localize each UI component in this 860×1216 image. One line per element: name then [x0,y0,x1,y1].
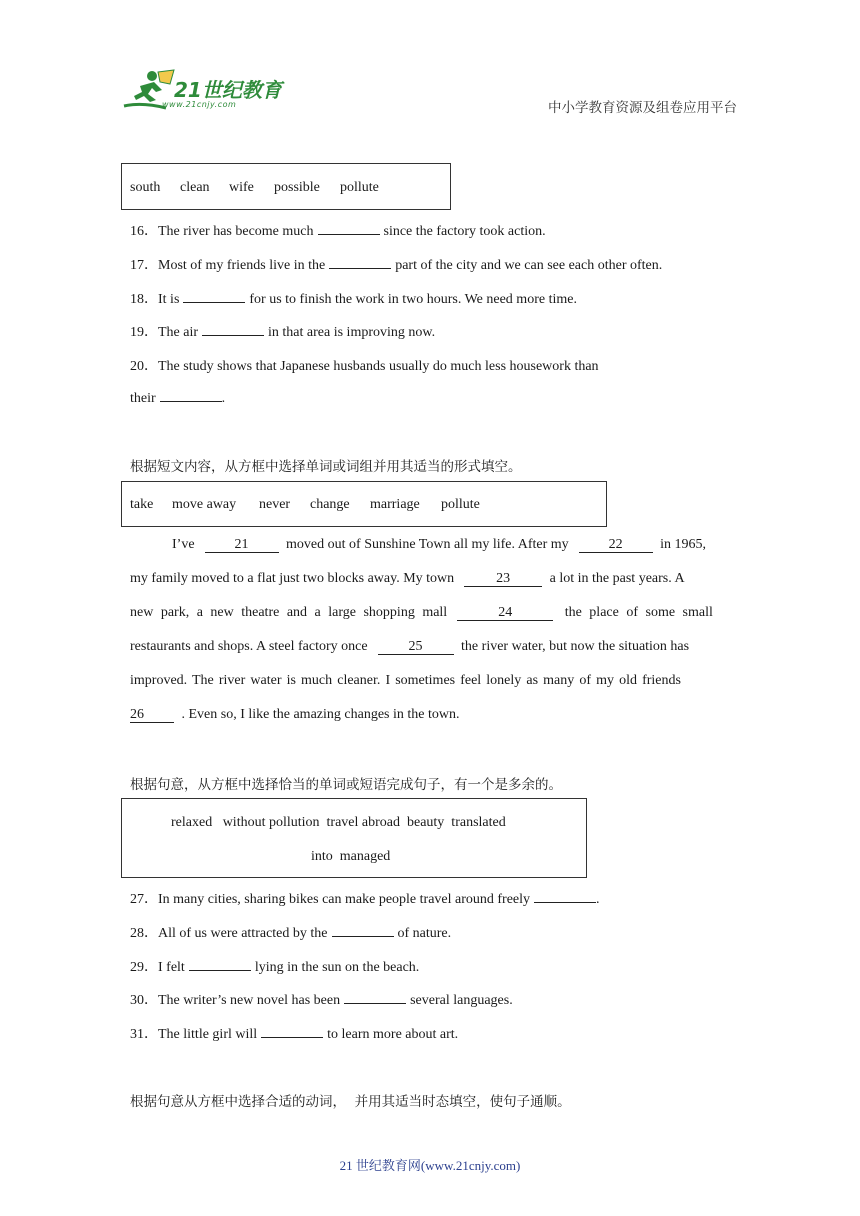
answer-blank[interactable] [261,1025,323,1038]
passage-text: my family moved to a flat just two blocks away. My town [130,571,455,586]
question-number: 27． [130,892,158,907]
answer-blank[interactable] [332,924,394,937]
word-box-3 [121,798,587,878]
logo-title: 21世纪教育 [174,78,282,102]
box2-word: take [130,497,154,512]
question-text: for us to finish the work in two hours. We need more time. [249,292,577,307]
answer-blank-23[interactable] [464,572,542,587]
answer-blank-25[interactable] [378,640,454,655]
question-text: The study shows that Japanese husbands usually do much less housework than [158,359,599,374]
box1-word: south [130,180,161,195]
question-number: 31． [130,1027,158,1042]
box1-word: possible [274,180,320,195]
question-20-cont [130,389,225,407]
platform-tagline: 中小学教育资源及组卷应用平台 [548,100,737,116]
section4-instruction: 根据句意从方框中选择合适的动词， 并用其适当时态填空，使句子通顺。 [130,1094,571,1110]
passage-line-6 [130,707,459,723]
question-31 [130,1023,458,1043]
answer-blank-24[interactable] [457,606,553,621]
question-text: The little girl will [158,1027,258,1042]
question-number: 16． [130,224,158,239]
answer-blank[interactable] [183,290,245,303]
blank-number: 21 [234,537,249,552]
box1-word: pollute [340,180,379,195]
question-28 [130,922,451,942]
question-text: several languages. [410,993,513,1008]
passage-line-1 [172,537,706,553]
answer-blank-26[interactable] [130,708,174,723]
word-box-1 [121,163,451,210]
question-text: It is [158,292,180,307]
question-17 [130,254,662,274]
question-16 [130,220,546,240]
question-19 [130,321,435,341]
passage-line-4 [130,639,689,655]
question-text: of nature. [397,926,452,941]
passage-text: new park, a new theatre and a large shopping mall [130,605,448,620]
box1-word: clean [180,180,210,195]
question-text: In many cities, sharing bikes can make people travel around freely [158,892,531,907]
passage-text: . Even so, I like the amazing changes in the town. [181,707,460,722]
answer-blank[interactable] [534,890,596,903]
passage-text: a lot in the past years. A [549,571,685,586]
question-number: 20． [130,359,158,374]
question-number: 19． [130,325,158,340]
passage-text: I’ve [172,537,195,552]
question-30 [130,989,513,1009]
passage-line-2 [130,571,685,587]
question-text: their [130,391,156,406]
passage-text: the place of some small [564,605,713,620]
question-number: 28． [130,926,158,941]
answer-blank-21[interactable] [205,538,279,553]
page-footer[interactable]: 21 世纪教育网(www.21cnjy.com) [339,1158,521,1173]
passage-line-5 [130,673,681,689]
answer-blank[interactable] [189,958,251,971]
box2-word: marriage [370,497,420,512]
question-number: 17． [130,258,158,273]
blank-number: 24 [498,605,513,620]
question-text: to learn more about art. [327,1027,459,1042]
passage-text: restaurants and shops. A steel factory once [130,639,368,654]
blank-number: 23 [496,571,511,586]
question-text: Most of my friends live in the [158,258,326,273]
question-text: All of us were attracted by the [158,926,328,941]
answer-blank[interactable] [160,389,222,402]
box3-line-2: into managed [311,849,391,864]
question-text: in that area is improving now. [268,325,436,340]
passage-text: improved. The river water is much cleaner. I sometimes feel lonely as many of my old friends [130,673,681,688]
passage-text: moved out of Sunshine Town all my life. After my [286,537,569,552]
site-logo [122,68,292,116]
passage-text: in 1965, [660,537,707,552]
passage-text: the river water, but now the situation has [461,639,690,654]
passage-line-3 [130,605,713,621]
answer-blank-22[interactable] [579,538,653,553]
answer-blank[interactable] [318,222,380,235]
question-text: since the factory took action. [383,224,546,239]
word-box-2 [121,481,607,527]
question-27 [130,888,600,908]
logo-url: www.21cnjy.com [162,100,237,109]
box2-word: pollute [441,497,480,512]
section3-instruction: 根据句意，从方框中选择恰当的单词或短语完成句子，有一个是多余的。 [130,777,562,793]
question-text: The river has become much [158,224,314,239]
box2-word: move away [172,497,237,512]
question-text: lying in the sun on the beach. [254,960,420,975]
answer-blank[interactable] [202,323,264,336]
question-text: . [221,391,226,406]
question-text: part of the city and we can see each other often. [395,258,663,273]
question-text: I felt [158,960,185,975]
question-number: 30． [130,993,158,1008]
question-20 [130,355,599,375]
answer-blank[interactable] [329,256,391,269]
question-29 [130,956,419,976]
question-text: The writer’s new novel has been [158,993,341,1008]
box2-word: never [259,497,291,512]
box2-word: change [310,497,350,512]
box3-line-1: relaxed without pollution travel abroad beauty translated [171,815,506,830]
section2-instruction: 根据短文内容，从方框中选择单词或词组并用其适当的形式填空。 [130,459,522,475]
question-number: 18． [130,292,158,307]
blank-number: 22 [608,537,623,552]
question-18 [130,288,577,308]
box1-word: wife [229,180,254,195]
question-text: The air [158,325,199,340]
blank-number: 25 [408,639,423,654]
answer-blank[interactable] [344,991,406,1004]
blank-number: 26 [130,707,144,722]
question-text: . [596,892,600,907]
question-number: 29． [130,960,158,975]
